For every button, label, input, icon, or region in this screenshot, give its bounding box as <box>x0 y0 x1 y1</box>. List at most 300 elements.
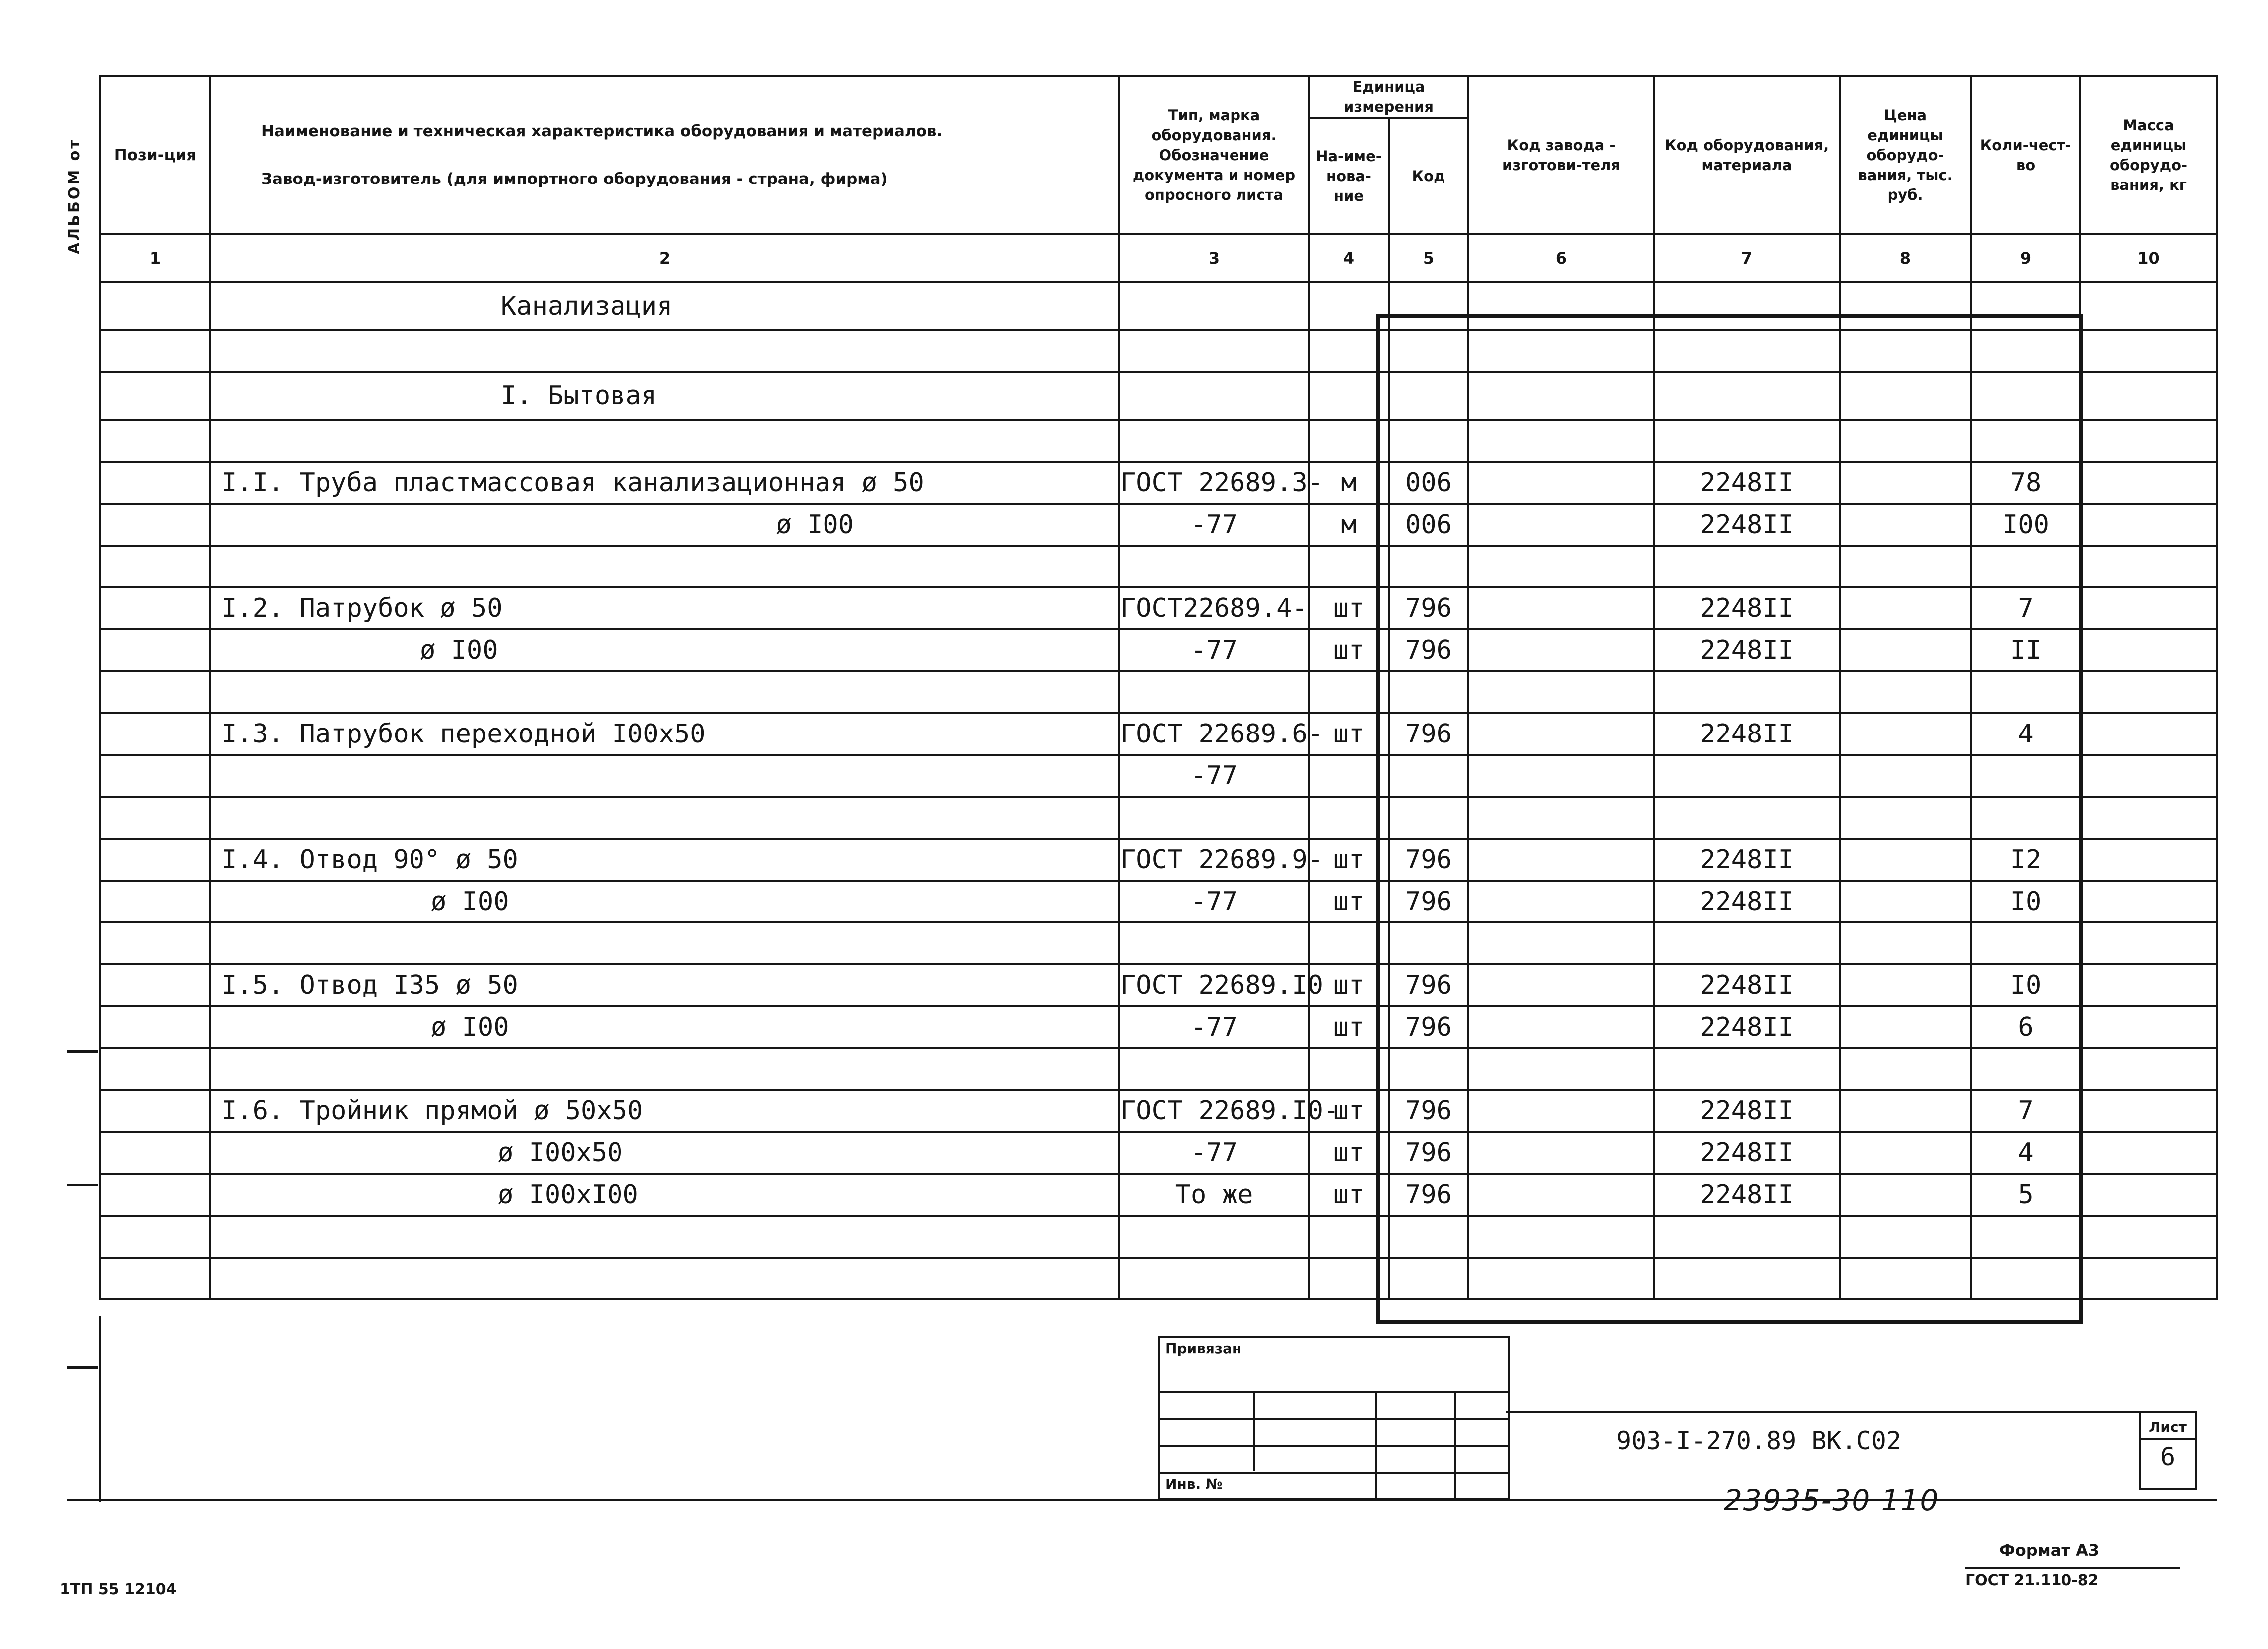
table-row <box>100 1090 2217 1132</box>
unit-name-cell <box>1309 797 1389 839</box>
plant-code-cell <box>1468 1132 1654 1174</box>
material-code-cell: 2248II <box>1654 504 1840 546</box>
unit-name-cell <box>1309 755 1389 797</box>
item-name <box>210 922 1119 964</box>
unit-name-cell: м <box>1309 504 1389 546</box>
quantity-cell: I0 <box>1971 881 2080 922</box>
col-header-mass: Масса единицы оборудо-вания, кг <box>2080 76 2217 234</box>
pos-cell <box>100 713 210 755</box>
document-cell: ГОСТ 22689.9- <box>1119 839 1309 881</box>
unit-name-cell <box>1309 922 1389 964</box>
price-cell <box>1840 1090 1971 1132</box>
pos-cell <box>100 587 210 629</box>
mass-cell <box>2080 504 2217 546</box>
material-code-cell <box>1654 372 1840 420</box>
table-row <box>100 629 2217 671</box>
document-cell <box>1119 1048 1309 1090</box>
item-name <box>210 797 1119 839</box>
price-cell <box>1840 546 1971 587</box>
mass-cell <box>2080 587 2217 629</box>
quantity-cell <box>1971 1258 2080 1299</box>
pos-cell <box>100 282 210 330</box>
price-cell <box>1840 1006 1971 1048</box>
col-header-type: Тип, марка оборудования. Обозначение документа и номер опросного листа <box>1119 76 1309 234</box>
col-header-position: Пози-ция <box>100 76 210 234</box>
price-cell <box>1840 713 1971 755</box>
material-code-cell: 2248II <box>1654 1174 1840 1216</box>
material-code-cell <box>1654 420 1840 462</box>
item-name <box>210 420 1119 462</box>
col-header-description <box>210 76 1119 234</box>
quantity-cell <box>1971 282 2080 330</box>
unit-name-cell: шт <box>1309 839 1389 881</box>
pos-cell <box>100 839 210 881</box>
plant-code-cell <box>1468 1048 1654 1090</box>
item-name: Канализация <box>210 282 1119 330</box>
pos-cell <box>100 504 210 546</box>
mass-cell <box>2080 546 2217 587</box>
sheet-number-box <box>2139 1411 2197 1490</box>
material-code-cell <box>1654 922 1840 964</box>
table-row <box>100 881 2217 922</box>
unit-code-cell <box>1389 755 1468 797</box>
item-name <box>210 330 1119 372</box>
quantity-cell: II <box>1971 629 2080 671</box>
column-number: 8 <box>1840 234 1971 282</box>
quantity-cell: I00 <box>1971 504 2080 546</box>
mass-cell <box>2080 964 2217 1006</box>
plant-code-cell <box>1468 546 1654 587</box>
pos-cell <box>100 629 210 671</box>
mass-cell <box>2080 922 2217 964</box>
plant-code-cell <box>1468 671 1654 713</box>
column-number: 1 <box>100 234 210 282</box>
unit-name-cell: шт <box>1309 1132 1389 1174</box>
unit-code-cell <box>1389 546 1468 587</box>
unit-code-cell: 796 <box>1389 587 1468 629</box>
unit-name-cell: шт <box>1309 713 1389 755</box>
price-cell <box>1840 881 1971 922</box>
quantity-cell: 7 <box>1971 587 2080 629</box>
column-number: 9 <box>1971 234 2080 282</box>
unit-name-cell <box>1309 282 1389 330</box>
material-code-cell <box>1654 671 1840 713</box>
material-code-cell <box>1654 1048 1840 1090</box>
material-code-cell <box>1654 755 1840 797</box>
plant-code-cell <box>1468 462 1654 504</box>
quantity-cell <box>1971 1048 2080 1090</box>
column-number: 2 <box>210 234 1119 282</box>
pos-cell <box>100 1132 210 1174</box>
table-row <box>100 1216 2217 1258</box>
tp-code: 1ТП 55 12104 <box>60 1581 177 1598</box>
table-row <box>100 1258 2217 1299</box>
item-name: ø I00x50 <box>210 1132 1119 1174</box>
approval-box-vline <box>1253 1391 1255 1471</box>
mass-cell <box>2080 1216 2217 1258</box>
price-cell <box>1840 964 1971 1006</box>
quantity-cell: I2 <box>1971 839 2080 881</box>
unit-code-cell: 796 <box>1389 713 1468 755</box>
table-row <box>100 1174 2217 1216</box>
plant-code-cell <box>1468 839 1654 881</box>
unit-code-cell <box>1389 922 1468 964</box>
col-header-material-code: Код оборудования, материала <box>1654 76 1840 234</box>
plant-code-cell <box>1468 629 1654 671</box>
document-cell: ГОСТ22689.4- <box>1119 587 1309 629</box>
unit-name-cell <box>1309 1258 1389 1299</box>
table-row <box>100 922 2217 964</box>
unit-name-cell: шт <box>1309 881 1389 922</box>
column-number: 7 <box>1654 234 1840 282</box>
pos-cell <box>100 1216 210 1258</box>
plant-code-cell <box>1468 922 1654 964</box>
pos-cell <box>100 797 210 839</box>
plant-code-cell <box>1468 1006 1654 1048</box>
document-cell: -77 <box>1119 629 1309 671</box>
unit-name-cell: шт <box>1309 629 1389 671</box>
price-cell <box>1840 839 1971 881</box>
quantity-cell: 6 <box>1971 1006 2080 1048</box>
table-row <box>100 282 2217 330</box>
table-row <box>100 839 2217 881</box>
quantity-cell <box>1971 330 2080 372</box>
price-cell <box>1840 1216 1971 1258</box>
pos-cell <box>100 1258 210 1299</box>
quantity-cell <box>1971 372 2080 420</box>
mass-cell <box>2080 1132 2217 1174</box>
margin-tick <box>67 1050 98 1053</box>
document-cell: ГОСТ 22689.I0 <box>1119 964 1309 1006</box>
plant-code-cell <box>1468 1090 1654 1132</box>
material-code-cell: 2248II <box>1654 713 1840 755</box>
plant-code-cell <box>1468 713 1654 755</box>
unit-code-cell <box>1389 282 1468 330</box>
item-name <box>210 1048 1119 1090</box>
table-row <box>100 546 2217 587</box>
document-cell: -77 <box>1119 755 1309 797</box>
unit-name-cell: шт <box>1309 1090 1389 1132</box>
album-side-label: АЛЬБОМ от <box>66 138 83 254</box>
price-cell <box>1840 755 1971 797</box>
sheet-number: 6 <box>2160 1442 2176 1471</box>
gost-label: ГОСТ 21.110-82 <box>1965 1572 2099 1589</box>
format-label: Формат А3 <box>1999 1541 2100 1560</box>
price-cell <box>1840 462 1971 504</box>
quantity-cell <box>1971 797 2080 839</box>
document-cell <box>1119 372 1309 420</box>
material-code-cell: 2248II <box>1654 881 1840 922</box>
unit-name-cell <box>1309 330 1389 372</box>
mass-cell <box>2080 420 2217 462</box>
material-code-cell: 2248II <box>1654 839 1840 881</box>
document-cell: ГОСТ 22689.3- <box>1119 462 1309 504</box>
price-cell <box>1840 1258 1971 1299</box>
item-name <box>210 546 1119 587</box>
header-row <box>100 76 2217 118</box>
unit-name-cell <box>1309 1216 1389 1258</box>
material-code-cell <box>1654 330 1840 372</box>
price-cell <box>1840 420 1971 462</box>
unit-code-cell <box>1389 1258 1468 1299</box>
mass-cell <box>2080 881 2217 922</box>
document-cell: ГОСТ 22689.I0- <box>1119 1090 1309 1132</box>
table-row <box>100 1132 2217 1174</box>
document-cell <box>1119 922 1309 964</box>
unit-code-cell <box>1389 671 1468 713</box>
document-cell: -77 <box>1119 1006 1309 1048</box>
unit-name-cell <box>1309 372 1389 420</box>
table-row <box>100 797 2217 839</box>
table-row <box>100 372 2217 420</box>
item-name: ø I00 <box>210 881 1119 922</box>
unit-code-cell: 006 <box>1389 504 1468 546</box>
quantity-cell <box>1971 922 2080 964</box>
inv-label: Инв. № <box>1165 1476 1223 1492</box>
plant-code-cell <box>1468 1174 1654 1216</box>
item-name: ø I00 <box>210 1006 1119 1048</box>
unit-code-cell: 796 <box>1389 1090 1468 1132</box>
unit-code-cell: 796 <box>1389 964 1468 1006</box>
table-row <box>100 587 2217 629</box>
price-cell <box>1840 1132 1971 1174</box>
pos-cell <box>100 372 210 420</box>
table-row <box>100 671 2217 713</box>
pos-cell <box>100 755 210 797</box>
mass-cell <box>2080 282 2217 330</box>
item-name: I.I. Труба пластмассовая канализационная ø 50 <box>210 462 1119 504</box>
price-cell <box>1840 1174 1971 1216</box>
unit-code-cell: 796 <box>1389 1006 1468 1048</box>
document-cell <box>1119 1216 1309 1258</box>
unit-code-cell <box>1389 1216 1468 1258</box>
price-cell <box>1840 797 1971 839</box>
col-header-price: Цена единицы оборудо-вания, тыс. руб. <box>1840 76 1971 234</box>
price-cell <box>1840 587 1971 629</box>
unit-code-cell: 796 <box>1389 839 1468 881</box>
pos-cell <box>100 546 210 587</box>
item-name <box>210 671 1119 713</box>
plant-code-cell <box>1468 755 1654 797</box>
material-code-cell <box>1654 1216 1840 1258</box>
document-cell: ГОСТ 22689.6- <box>1119 713 1309 755</box>
quantity-cell: 5 <box>1971 1174 2080 1216</box>
mass-cell <box>2080 1174 2217 1216</box>
pos-cell <box>100 1090 210 1132</box>
pos-cell <box>100 420 210 462</box>
price-cell <box>1840 282 1971 330</box>
handwritten-number: 23935-30 110 <box>1724 1483 1940 1517</box>
document-cell: -77 <box>1119 504 1309 546</box>
unit-name-cell <box>1309 1048 1389 1090</box>
document-cell: -77 <box>1119 881 1309 922</box>
col-header-plant-code: Код завода - изготови-теля <box>1468 76 1654 234</box>
quantity-cell: 78 <box>1971 462 2080 504</box>
mass-cell <box>2080 330 2217 372</box>
document-cell: -77 <box>1119 1132 1309 1174</box>
table-row <box>100 1006 2217 1048</box>
unit-code-cell: 796 <box>1389 1132 1468 1174</box>
item-name: ø I00 <box>210 629 1119 671</box>
mass-cell <box>2080 1258 2217 1299</box>
price-cell <box>1840 330 1971 372</box>
document-cell <box>1119 797 1309 839</box>
material-code-cell: 2248II <box>1654 1132 1840 1174</box>
plant-code-cell <box>1468 587 1654 629</box>
column-number: 4 <box>1309 234 1389 282</box>
unit-code-cell <box>1389 797 1468 839</box>
col-header-quantity: Коли-чест-во <box>1971 76 2080 234</box>
material-code-cell: 2248II <box>1654 1006 1840 1048</box>
pos-cell <box>100 1174 210 1216</box>
pos-cell <box>100 964 210 1006</box>
approval-box-vline <box>1375 1391 1377 1498</box>
item-name <box>210 1258 1119 1299</box>
material-code-cell: 2248II <box>1654 587 1840 629</box>
pos-cell <box>100 1048 210 1090</box>
material-code-cell <box>1654 797 1840 839</box>
table-row <box>100 462 2217 504</box>
quantity-cell <box>1971 1216 2080 1258</box>
material-code-cell <box>1654 282 1840 330</box>
approval-box-vline <box>1454 1391 1456 1498</box>
item-name: I.6. Тройник прямой ø 50x50 <box>210 1090 1119 1132</box>
unit-code-cell: 796 <box>1389 881 1468 922</box>
item-name: I.5. Отвод I35 ø 50 <box>210 964 1119 1006</box>
mass-cell <box>2080 1090 2217 1132</box>
table-row <box>100 1048 2217 1090</box>
price-cell <box>1840 504 1971 546</box>
unit-code-cell <box>1389 420 1468 462</box>
item-name: I. Бытовая <box>210 372 1119 420</box>
material-code-cell <box>1654 546 1840 587</box>
plant-code-cell <box>1468 330 1654 372</box>
col-header-description-line2: Завод-изготовитель (для импортного оборудования - страна, фирма) <box>261 170 888 188</box>
quantity-cell: 4 <box>1971 1132 2080 1174</box>
price-cell <box>1840 1048 1971 1090</box>
price-cell <box>1840 671 1971 713</box>
margin-tick <box>67 1184 98 1186</box>
format-line <box>1965 1567 2180 1569</box>
pos-cell <box>100 881 210 922</box>
unit-code-cell <box>1389 1048 1468 1090</box>
approval-box <box>1158 1336 1510 1500</box>
table-row <box>100 964 2217 1006</box>
item-name <box>210 755 1119 797</box>
unit-code-cell: 796 <box>1389 1174 1468 1216</box>
unit-name-cell: м <box>1309 462 1389 504</box>
price-cell <box>1840 922 1971 964</box>
mass-cell <box>2080 713 2217 755</box>
col-header-unit-group: Единица измерения <box>1309 76 1468 118</box>
column-number: 10 <box>2080 234 2217 282</box>
pos-cell <box>100 671 210 713</box>
col-header-description-line1: Наименование и техническая характеристика оборудования и материалов. <box>261 122 943 140</box>
plant-code-cell <box>1468 504 1654 546</box>
quantity-cell <box>1971 671 2080 713</box>
quantity-cell: 4 <box>1971 713 2080 755</box>
mass-cell <box>2080 839 2217 881</box>
unit-code-cell: 796 <box>1389 629 1468 671</box>
mass-cell <box>2080 629 2217 671</box>
document-cell <box>1119 282 1309 330</box>
document-cell <box>1119 330 1309 372</box>
document-cell <box>1119 546 1309 587</box>
column-number-row <box>100 234 2217 282</box>
unit-name-cell <box>1309 671 1389 713</box>
item-name: I.2. Патрубок ø 50 <box>210 587 1119 629</box>
price-cell <box>1840 372 1971 420</box>
column-number: 6 <box>1468 234 1654 282</box>
column-number: 3 <box>1119 234 1309 282</box>
price-cell <box>1840 629 1971 671</box>
table-row <box>100 420 2217 462</box>
material-code-cell: 2248II <box>1654 1090 1840 1132</box>
item-name: I.4. Отвод 90° ø 50 <box>210 839 1119 881</box>
item-name: I.3. Патрубок переходной I00x50 <box>210 713 1119 755</box>
document-code: 903-I-270.89 ВК.С02 <box>1616 1426 1901 1455</box>
mass-cell <box>2080 1006 2217 1048</box>
mass-cell <box>2080 462 2217 504</box>
unit-name-cell: шт <box>1309 587 1389 629</box>
pos-cell <box>100 922 210 964</box>
document-cell <box>1119 420 1309 462</box>
quantity-cell <box>1971 755 2080 797</box>
plant-code-cell <box>1468 1258 1654 1299</box>
column-number: 5 <box>1389 234 1468 282</box>
document-cell <box>1119 1258 1309 1299</box>
plant-code-cell <box>1468 282 1654 330</box>
unit-name-cell <box>1309 546 1389 587</box>
col-header-unit-name: На-име-нова-ние <box>1309 118 1389 234</box>
pos-cell <box>100 330 210 372</box>
quantity-cell <box>1971 420 2080 462</box>
title-block-line <box>1506 1411 2195 1413</box>
unit-code-cell <box>1389 372 1468 420</box>
material-code-cell: 2248II <box>1654 629 1840 671</box>
sheet-label: Лист <box>2141 1416 2195 1440</box>
material-code-cell: 2248II <box>1654 964 1840 1006</box>
unit-code-cell <box>1389 330 1468 372</box>
plant-code-cell <box>1468 797 1654 839</box>
item-name: ø I00 <box>210 504 1119 546</box>
mass-cell <box>2080 372 2217 420</box>
plant-code-cell <box>1468 1216 1654 1258</box>
unit-name-cell: шт <box>1309 964 1389 1006</box>
table-row <box>100 713 2217 755</box>
col-header-unit-code: Код <box>1389 118 1468 234</box>
item-name: ø I00xI00 <box>210 1174 1119 1216</box>
document-cell <box>1119 671 1309 713</box>
item-name <box>210 1216 1119 1258</box>
quantity-cell: 7 <box>1971 1090 2080 1132</box>
material-code-cell <box>1654 1258 1840 1299</box>
plant-code-cell <box>1468 372 1654 420</box>
unit-name-cell: шт <box>1309 1006 1389 1048</box>
quantity-cell: I0 <box>1971 964 2080 1006</box>
mass-cell <box>2080 1048 2217 1090</box>
mass-cell <box>2080 755 2217 797</box>
quantity-cell <box>1971 546 2080 587</box>
plant-code-cell <box>1468 420 1654 462</box>
unit-name-cell: шт <box>1309 1174 1389 1216</box>
table-row <box>100 755 2217 797</box>
unit-name-cell <box>1309 420 1389 462</box>
plant-code-cell <box>1468 881 1654 922</box>
pos-cell <box>100 1006 210 1048</box>
table-row <box>100 504 2217 546</box>
mass-cell <box>2080 797 2217 839</box>
